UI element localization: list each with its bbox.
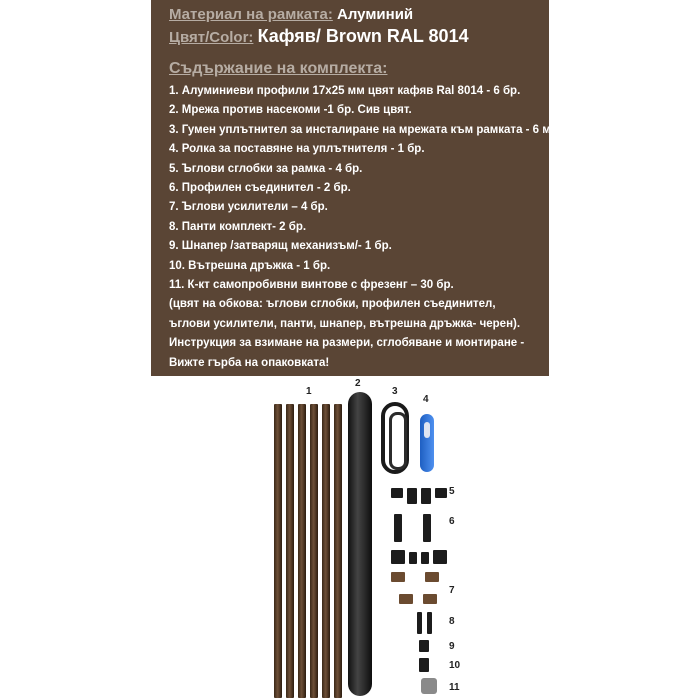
- corner-bracket: [391, 550, 405, 564]
- list-item: Вижте гърба на опаковката!: [169, 356, 330, 369]
- kit-parts-photo: [151, 376, 549, 700]
- gasket-roller-tool: [420, 414, 434, 472]
- list-item: (цвят на обкова: ъглови сглобки, профилен съединител,: [169, 298, 496, 311]
- corner-joint: [435, 488, 447, 498]
- part-number-8: 8: [449, 616, 455, 627]
- insect-mesh-roll: [348, 392, 372, 696]
- list-item: 8. Панти комплект- 2 бр.: [169, 220, 307, 233]
- part-number-3: 3: [392, 386, 398, 397]
- corner-reinforcement: [391, 572, 405, 582]
- color-value: Кафяв/ Brown RAL 8014: [257, 26, 469, 46]
- part-number-10: 10: [449, 660, 461, 671]
- aluminium-profile: [310, 404, 318, 698]
- rubber-gasket-coil: [381, 402, 409, 474]
- list-item: 6. Профилен съединител - 2 бр.: [169, 182, 351, 195]
- color-label: Цвят/Color:: [169, 29, 254, 46]
- kit-description-panel: [151, 0, 554, 376]
- part-number-4: 4: [423, 394, 429, 405]
- list-item: 4. Ролка за поставяне на уплътнителя - 1 бр.: [169, 143, 425, 156]
- list-item: 2. Мрежа против насекоми -1 бр. Сив цвят.: [169, 104, 412, 117]
- list-item: 11. К-кт самопробивни винтове с фрезенг – 30 бр.: [169, 279, 454, 292]
- list-item: 5. Ъглови сглобки за рамка - 4 бр.: [169, 162, 363, 175]
- part-number-1: 1: [306, 386, 312, 397]
- aluminium-profile: [286, 404, 294, 698]
- list-item: 10. Вътрешна дръжка - 1 бр.: [169, 259, 331, 272]
- corner-bracket: [433, 550, 447, 564]
- corner-joint: [391, 488, 403, 498]
- aluminium-profile: [298, 404, 306, 698]
- inner-handle: [419, 658, 429, 672]
- list-item: 7. Ъглови усилители – 4 бр.: [169, 201, 328, 214]
- part-number-2: 2: [355, 378, 361, 389]
- aluminium-profile: [322, 404, 330, 698]
- kit-contents-list: [169, 82, 554, 373]
- frame-material-value: Алуминий: [337, 6, 414, 23]
- hinge: [417, 612, 422, 634]
- corner-reinforcement: [425, 572, 439, 582]
- corner-bracket: [421, 552, 429, 564]
- list-item: ъглови усилители, панти, шнапер, вътрешна дръжка- черен).: [169, 317, 521, 330]
- list-item: Инструкция за взимане на размери, сглобяване и монтиране -: [169, 337, 525, 350]
- latch: [419, 640, 429, 652]
- corner-reinforcement: [399, 594, 413, 604]
- list-item: 9. Шнапер /затварящ механизъм/- 1 бр.: [169, 240, 392, 253]
- aluminium-profile: [274, 404, 282, 698]
- part-number-9: 9: [449, 641, 455, 652]
- hinge: [427, 612, 432, 634]
- screws-bag: [421, 678, 437, 694]
- corner-joint: [421, 488, 431, 504]
- aluminium-profile: [334, 404, 342, 698]
- list-item: 3. Гумен уплътнител за инсталиране на мрежата към рамката - 6 м.: [169, 123, 554, 136]
- color-line: [169, 26, 469, 47]
- part-number-7: 7: [449, 585, 455, 596]
- profile-connector: [423, 514, 431, 542]
- part-number-6: 6: [449, 516, 455, 527]
- corner-reinforcement: [423, 594, 437, 604]
- list-item: 1. Алуминиеви профили 17x25 мм цвят кафяв Ral 8014 - 6 бр.: [169, 85, 521, 97]
- frame-material-label: Материал на рамката:: [169, 6, 333, 23]
- corner-bracket: [409, 552, 417, 564]
- profile-connector: [394, 514, 402, 542]
- part-number-11: 11: [449, 682, 460, 693]
- corner-joint: [407, 488, 417, 504]
- kit-contents-heading: Съдържание на комплекта:: [169, 60, 388, 77]
- frame-material-line: [169, 6, 413, 23]
- part-number-5: 5: [449, 486, 455, 497]
